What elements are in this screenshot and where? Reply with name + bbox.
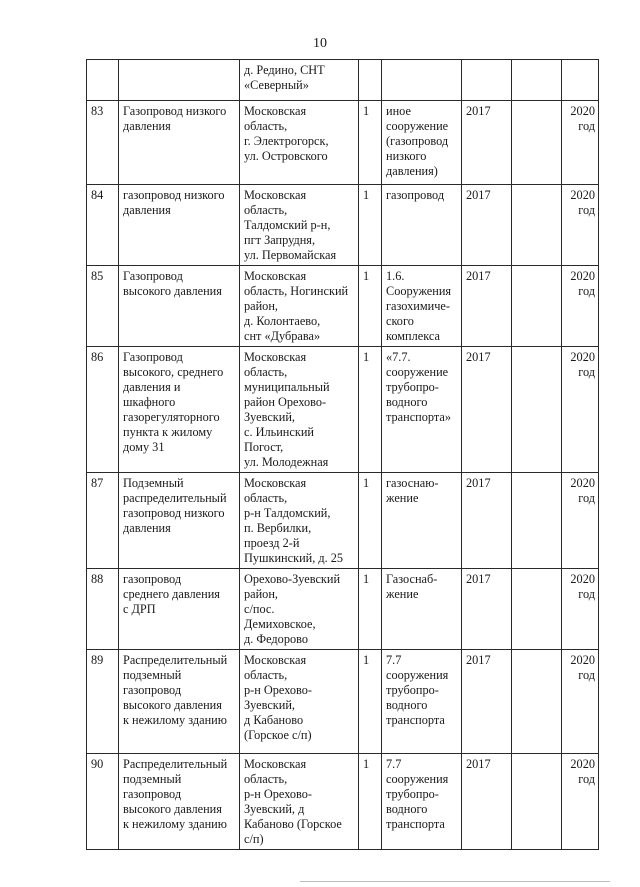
object-term: [562, 60, 599, 101]
object-year: 2017: [462, 266, 512, 347]
object-type: 7.7 сооружения трубопро- водного транспорта: [382, 754, 462, 850]
object-type: «7.7. сооружение трубопро- водного транспорта»: [382, 347, 462, 473]
object-term: 2020 год: [562, 569, 599, 650]
object-term: 2020 год: [562, 185, 599, 266]
object-address: Московская область, Ногинский район, д. Колонтаево, снт «Дубрава»: [240, 266, 359, 347]
row-number: 86: [87, 347, 119, 473]
table-row: [87, 266, 599, 347]
object-year: 2017: [462, 185, 512, 266]
table-body: [87, 60, 599, 850]
row-number: 88: [87, 569, 119, 650]
object-term: 2020 год: [562, 473, 599, 569]
empty-cell: [512, 266, 562, 347]
row-number: 85: [87, 266, 119, 347]
empty-cell: [512, 347, 562, 473]
page-edge-line: [300, 881, 610, 882]
object-year: [462, 60, 512, 101]
object-quantity: 1: [359, 569, 382, 650]
object-address: Московская область, Талдомский р-н, пгт Запрудня, ул. Первомайская: [240, 185, 359, 266]
object-term: 2020 год: [562, 101, 599, 185]
table-row: [87, 569, 599, 650]
object-quantity: 1: [359, 266, 382, 347]
object-quantity: 1: [359, 347, 382, 473]
object-year: 2017: [462, 101, 512, 185]
empty-cell: [512, 754, 562, 850]
object-term: 2020 год: [562, 266, 599, 347]
table-row: [87, 473, 599, 569]
object-type: газоснаю- жение: [382, 473, 462, 569]
registry-table: [86, 59, 599, 850]
object-year: 2017: [462, 650, 512, 754]
row-number: 90: [87, 754, 119, 850]
object-type: 7.7 сооружения трубопро- водного транспорта: [382, 650, 462, 754]
object-name: Подземный распределительный газопровод низкого давления: [119, 473, 240, 569]
object-year: 2017: [462, 347, 512, 473]
row-number: 83: [87, 101, 119, 185]
object-year: 2017: [462, 569, 512, 650]
object-name: Распределительный подземный газопровод высокого давления к нежилому зданию: [119, 650, 240, 754]
row-number: [87, 60, 119, 101]
object-address: Московская область, р-н Талдомский, п. Вербилки, проезд 2-й Пушкинский, д. 25: [240, 473, 359, 569]
object-address: Московская область, муниципальный район Орехово- Зуевский, с. Ильинский Погост, ул. Молодежная: [240, 347, 359, 473]
empty-cell: [512, 569, 562, 650]
object-type: Газоснаб- жение: [382, 569, 462, 650]
object-term: 2020 год: [562, 650, 599, 754]
table-row: [87, 650, 599, 754]
object-address: Московская область, р-н Орехово- Зуевский, д Кабаново (Горское с/п): [240, 754, 359, 850]
object-quantity: 1: [359, 650, 382, 754]
object-quantity: 1: [359, 473, 382, 569]
object-name: Газопровод высокого давления: [119, 266, 240, 347]
object-address: Московская область, г. Электрогорск, ул. Островского: [240, 101, 359, 185]
object-term: 2020 год: [562, 754, 599, 850]
table-row: [87, 754, 599, 850]
object-address: Московская область, р-н Орехово- Зуевский, д Кабаново (Горское с/п): [240, 650, 359, 754]
empty-cell: [512, 101, 562, 185]
object-address: д. Редино, СНТ «Северный»: [240, 60, 359, 101]
empty-cell: [512, 650, 562, 754]
object-term: 2020 год: [562, 347, 599, 473]
object-quantity: [359, 60, 382, 101]
table-row: [87, 60, 599, 101]
table-row: [87, 347, 599, 473]
object-name: Распределительный подземный газопровод высокого давления к нежилому зданию: [119, 754, 240, 850]
object-name: Газопровод высокого, среднего давления и шкафного газорегуляторного пункта к жилому дому 31: [119, 347, 240, 473]
object-name: газопровод низкого давления: [119, 185, 240, 266]
table-row: [87, 185, 599, 266]
object-type: [382, 60, 462, 101]
object-type: 1.6. Сооружения газохимиче- ского комплекса: [382, 266, 462, 347]
empty-cell: [512, 185, 562, 266]
empty-cell: [512, 473, 562, 569]
page-number: 10: [313, 36, 327, 51]
object-address: Орехово-Зуевский район, с/пос. Демиховское, д. Федорово: [240, 569, 359, 650]
object-quantity: 1: [359, 101, 382, 185]
object-name: газопровод среднего давления с ДРП: [119, 569, 240, 650]
object-name: [119, 60, 240, 101]
object-name: Газопровод низкого давления: [119, 101, 240, 185]
object-year: 2017: [462, 473, 512, 569]
object-type: газопровод: [382, 185, 462, 266]
row-number: 89: [87, 650, 119, 754]
empty-cell: [512, 60, 562, 101]
object-year: 2017: [462, 754, 512, 850]
object-quantity: 1: [359, 185, 382, 266]
object-type: иное сооружение (газопровод низкого давления): [382, 101, 462, 185]
row-number: 84: [87, 185, 119, 266]
table-row: [87, 101, 599, 185]
object-quantity: 1: [359, 754, 382, 850]
row-number: 87: [87, 473, 119, 569]
